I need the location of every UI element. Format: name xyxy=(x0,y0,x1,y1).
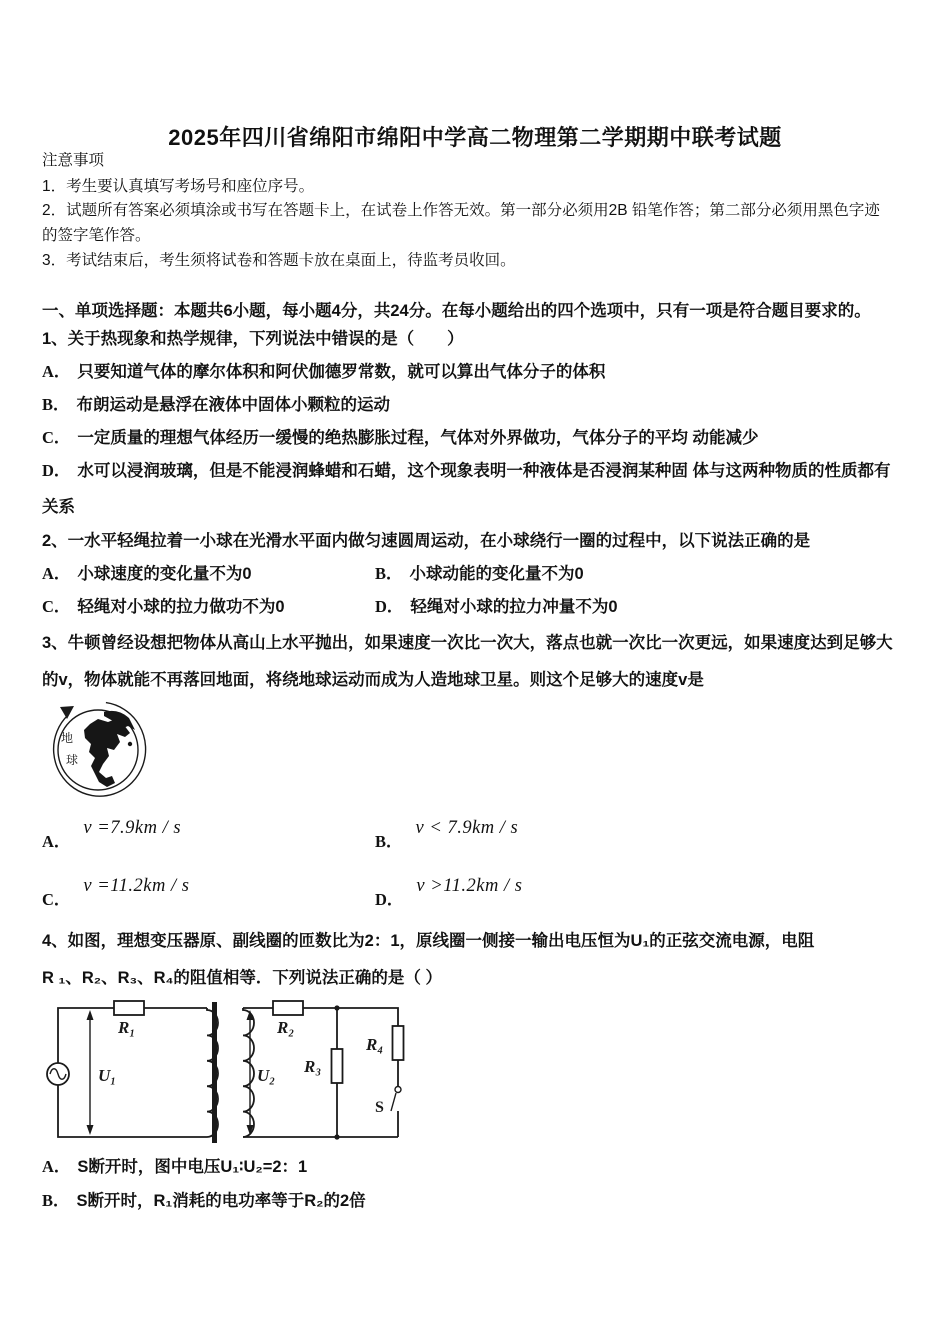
secondary-wire-top xyxy=(243,1008,398,1026)
secondary-coil xyxy=(243,1008,254,1137)
question-2-option-b xyxy=(375,563,908,585)
option-label: D． xyxy=(42,461,71,480)
option-label: D． xyxy=(375,890,404,909)
section-heading: 一、单项选择题：本题共6小题，每小题4分，共24分。在每小题给出的四个选项中，只有一项是符合题目要求的。 xyxy=(42,302,871,320)
resistor-r1-label: R₁ xyxy=(118,1018,136,1037)
option-label: B． xyxy=(375,832,403,851)
question-3-options-row xyxy=(42,866,908,910)
option-text: 布朗运动是悬浮在液体中固体小颗粒的运动 xyxy=(76,396,391,414)
notice-item: 2．试题所有答案必须填涂或书写在答题卡上，在试卷上作答无效。第一部分必须用2B 铅笔作答；第二部分必须用黑色字迹的签字笔作答。 xyxy=(42,202,880,244)
option-label: A． xyxy=(42,832,71,851)
question-3-option-b xyxy=(375,808,908,852)
resistor-r2 xyxy=(273,1001,303,1015)
u1-arrowhead-up-icon xyxy=(87,1010,94,1020)
transformer-circuit-figure xyxy=(46,1000,466,1150)
ac-sine-icon xyxy=(50,1069,66,1080)
option-label: D． xyxy=(375,597,404,616)
resistor-r4-label: R₄ xyxy=(366,1035,384,1054)
question-4-option-b xyxy=(42,1190,914,1212)
switch-blade-icon xyxy=(391,1093,396,1111)
option-label: A． xyxy=(42,564,71,583)
notice-heading: 注意事项 xyxy=(42,152,105,169)
option-text: S断开时，图中电压U₁∶U₂=2：1 xyxy=(77,1158,308,1176)
option-text: 一定质量的理想气体经历一缓慢的绝热膨胀过程，气体对外界做功，气体分子的平均 动能减少 xyxy=(77,429,759,447)
option-text: S断开时，R₁消耗的电功率等于R₂的2倍 xyxy=(76,1192,366,1210)
junction-dot xyxy=(334,1005,339,1010)
island-dot xyxy=(128,742,132,746)
question-2-stem: 2、一水平轻绳拉着一小球在光滑水平面内做匀速圆周运动，在小球绕行一圈的过程中，以下说法正确的是 xyxy=(42,532,811,550)
option-label: C． xyxy=(42,428,71,447)
question-3-option-c xyxy=(42,866,375,910)
earth-label-char1: 地 xyxy=(61,731,74,745)
option-formula: v >11.2km / s xyxy=(416,876,523,896)
option-text: 只要知道气体的摩尔体积和阿伏伽德罗常数，就可以算出气体分子的体积 xyxy=(77,363,606,381)
question-1-option-a xyxy=(42,361,914,383)
option-text: 小球动能的变化量不为0 xyxy=(409,565,584,583)
continent-main xyxy=(84,719,130,787)
notice-item: 3．考试结束后，考生须将试卷和答题卡放在桌面上，待监考员收回。 xyxy=(42,252,516,269)
resistor-r3-label: R₃ xyxy=(304,1057,322,1076)
option-label: A． xyxy=(42,1157,71,1176)
question-1-option-d-continuation: 关系 xyxy=(42,498,75,516)
question-2-option-a xyxy=(42,563,375,585)
question-2-options-row xyxy=(42,596,908,618)
resistor-r2-label: R₂ xyxy=(277,1018,295,1037)
question-2-options-row xyxy=(42,563,908,585)
u1-arrowhead-down-icon xyxy=(87,1125,94,1135)
option-label: B． xyxy=(375,564,403,583)
u1-label: U₁ xyxy=(98,1066,117,1085)
question-1-option-b xyxy=(42,394,914,416)
orbit-arrow-icon xyxy=(60,706,74,719)
notice-item: 1．考生要认真填写考场号和座位序号。 xyxy=(42,178,315,195)
transformer-core xyxy=(212,1002,217,1143)
switch-terminal-icon xyxy=(395,1087,401,1093)
u2-label: U₂ xyxy=(257,1066,276,1085)
question-4-stem-line2: R ₁、R₂、R₃、R₄的阻值相等．下列说法正确的是（ ） xyxy=(42,969,442,987)
question-3-option-d xyxy=(375,866,908,910)
junction-dot xyxy=(334,1134,339,1139)
resistor-r1 xyxy=(114,1001,144,1015)
primary-wire-bottom xyxy=(58,1085,207,1137)
option-label: A． xyxy=(42,362,71,381)
question-1-option-c xyxy=(42,427,914,449)
question-3-option-a xyxy=(42,808,375,852)
option-text: 轻绳对小球的拉力做功不为0 xyxy=(77,598,285,616)
question-1-option-d xyxy=(42,460,914,482)
question-4-stem-line1: 4、如图，理想变压器原、副线圈的匝数比为2：1，原线圈一侧接一输出电压恒为U₁的正弦交流电源，电阻 xyxy=(42,932,815,950)
option-label: B． xyxy=(42,1191,70,1210)
question-2-option-c xyxy=(42,596,375,618)
question-3-stem-line2: 的v，物体就能不再落回地面，将绕地球运动而成为人造地球卫星。则这个足够大的速度v是 xyxy=(42,671,704,689)
option-text: 轻绳对小球的拉力冲量不为0 xyxy=(410,598,618,616)
option-formula: v =7.9km / s xyxy=(83,818,182,838)
question-3-stem-line1: 3、牛顿曾经设想把物体从高山上水平抛出，如果速度一次比一次大，落点也就一次比一次更远，如果速度达到足够大 xyxy=(42,634,893,652)
question-3-options-row xyxy=(42,808,908,852)
question-2-option-d xyxy=(375,596,908,618)
switch-label: S xyxy=(375,1099,384,1116)
earth-orbit-figure xyxy=(46,698,206,806)
option-formula: v =11.2km / s xyxy=(83,876,190,896)
option-label: C． xyxy=(42,890,71,909)
exam-title: 2025年四川省绵阳市绵阳中学高二物理第二学期期中联考试题 xyxy=(168,124,782,150)
question-4-option-a xyxy=(42,1156,914,1178)
resistor-r3 xyxy=(332,1049,343,1083)
option-text: 小球速度的变化量不为0 xyxy=(77,565,252,583)
question-1-stem: 1、关于热现象和热学规律，下列说法中错误的是（ ） xyxy=(42,330,464,348)
option-label: B． xyxy=(42,395,70,414)
option-text: 水可以浸润玻璃，但是不能浸润蜂蜡和石蜡，这个现象表明一种液体是否浸润某种固 体与这两种物质的性质都有 xyxy=(77,462,891,480)
resistor-r4 xyxy=(393,1026,404,1060)
option-label: C． xyxy=(42,597,71,616)
option-formula: v < 7.9km / s xyxy=(415,818,519,838)
earth-label-char2: 球 xyxy=(66,753,79,767)
